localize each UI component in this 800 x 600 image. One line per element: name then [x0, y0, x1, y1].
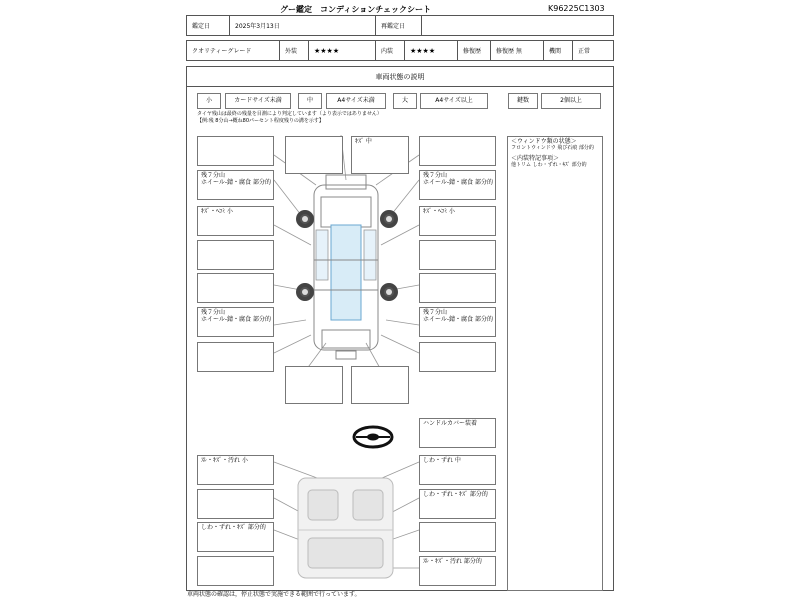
exterior-box-left-5	[197, 273, 274, 303]
exterior-box-right-5	[419, 273, 496, 303]
legend-medium-desc: A4サイズ未満	[326, 93, 386, 109]
section-title: 車両状態の説明	[375, 73, 425, 81]
interior-box-left-3: しわ・ずれ・ｷｽﾞ 部分的	[197, 522, 274, 552]
interior-box-right-4: ｽﾚ・ｷｽﾞ・汚れ 部分的	[419, 556, 496, 586]
exterior-box-right-fender: ｷｽﾞ・ﾍｺﾐ 小	[419, 206, 496, 236]
legend-medium: 中	[298, 93, 322, 109]
appraisal-date-label: 鑑定日	[187, 16, 230, 36]
footer-note: 車両状態の確認は，停止状態で実施できる範囲で行っています。	[187, 591, 361, 598]
exterior-box-left-fender: ｷｽﾞ・ﾍｺﾐ 小	[197, 206, 274, 236]
document-id: K96225C1303	[548, 4, 605, 13]
interior-label: 内装	[376, 41, 405, 61]
engine-label: 機関	[544, 41, 573, 61]
quality-grade-label: クオリティーグレード	[187, 41, 280, 61]
interior-box-right-3	[419, 522, 496, 552]
interior-stars: ★★★★	[405, 41, 458, 61]
exterior-label: 外装	[280, 41, 309, 61]
legend-small: 小	[197, 93, 221, 109]
interior-box-left-1: ｽﾚ・ｷｽﾞ・汚れ 小	[197, 455, 274, 485]
exterior-box-right-front-tire: 残７分山 ホイール-錆・腐食 部分的	[419, 170, 496, 200]
interior-box-right-1: しわ・ずれ 中	[419, 455, 496, 485]
exterior-box-rear-left	[285, 366, 343, 404]
interior-section-text: 他トリム しわ・ずれ・ｷｽﾞ 部分的	[511, 161, 587, 168]
front-right-tire-icon	[380, 210, 398, 228]
exterior-box-right-1	[419, 136, 496, 166]
sheet-title: グー鑑定 コンディションチェックシート	[280, 5, 431, 14]
interior-box-right-2: しわ・ずれ・ｷｽﾞ 部分的	[419, 489, 496, 519]
legend-small-desc: カードサイズ未満	[225, 93, 291, 109]
legend-large: 大	[393, 93, 417, 109]
front-left-tire-icon	[296, 210, 314, 228]
exterior-box-left-4	[197, 240, 274, 270]
grade-row	[186, 40, 614, 61]
exterior-box-right-rear-tire: 残７分山 ホイール-錆・腐食 部分的	[419, 307, 496, 337]
window-section-title: ＜ウィンドウ類の状態＞	[511, 138, 577, 145]
exterior-stars: ★★★★	[309, 41, 376, 61]
keys-label: 鍵数	[508, 93, 538, 109]
reappraisal-label: 再鑑定日	[376, 16, 422, 36]
interior-box-steering: ハンドルカバー装着	[419, 418, 496, 448]
tire-note: タイヤ残山は最終の残量を目測により判定しています（より表示ではありません）	[197, 111, 382, 117]
date-row	[186, 15, 614, 36]
repair-history-value: 修復歴 無	[491, 41, 544, 61]
exterior-box-rear-right	[351, 366, 409, 404]
exterior-box-left-1	[197, 136, 274, 166]
keys-value: 2個以上	[541, 93, 601, 109]
section-header	[187, 67, 613, 87]
interior-box-left-4	[197, 556, 274, 586]
tire-example: 【例:残 8分山→概ね80パーセント程度残りの溝を示す】	[197, 118, 324, 124]
exterior-box-left-front-tire: 残７分山 ホイール-錆・腐食 部分的	[197, 170, 274, 200]
exterior-box-front-right: ｷｽﾞ 中	[351, 136, 409, 174]
steering-wheel-icon	[352, 424, 394, 450]
exterior-box-left-7	[197, 342, 274, 372]
rear-left-tire-icon	[296, 283, 314, 301]
appraisal-date-value: 2025年3月13日	[230, 16, 376, 36]
interior-box-left-2	[197, 489, 274, 519]
exterior-box-right-7	[419, 342, 496, 372]
legend-large-desc: A4サイズ以上	[420, 93, 488, 109]
interior-section-title: ＜内装特記事項＞	[511, 154, 560, 162]
window-section-text: フロントウィンドウ 飛び石痕 部分的	[511, 144, 594, 151]
repair-history-label: 修復歴	[458, 41, 491, 61]
exterior-box-front-left	[285, 136, 343, 174]
exterior-box-right-4	[419, 240, 496, 270]
engine-value: 正常	[573, 41, 614, 61]
notes-panel	[507, 136, 603, 591]
rear-right-tire-icon	[380, 283, 398, 301]
exterior-box-left-rear-tire: 残７分山 ホイール-錆・腐食 部分的	[197, 307, 274, 337]
reappraisal-value	[422, 16, 614, 36]
